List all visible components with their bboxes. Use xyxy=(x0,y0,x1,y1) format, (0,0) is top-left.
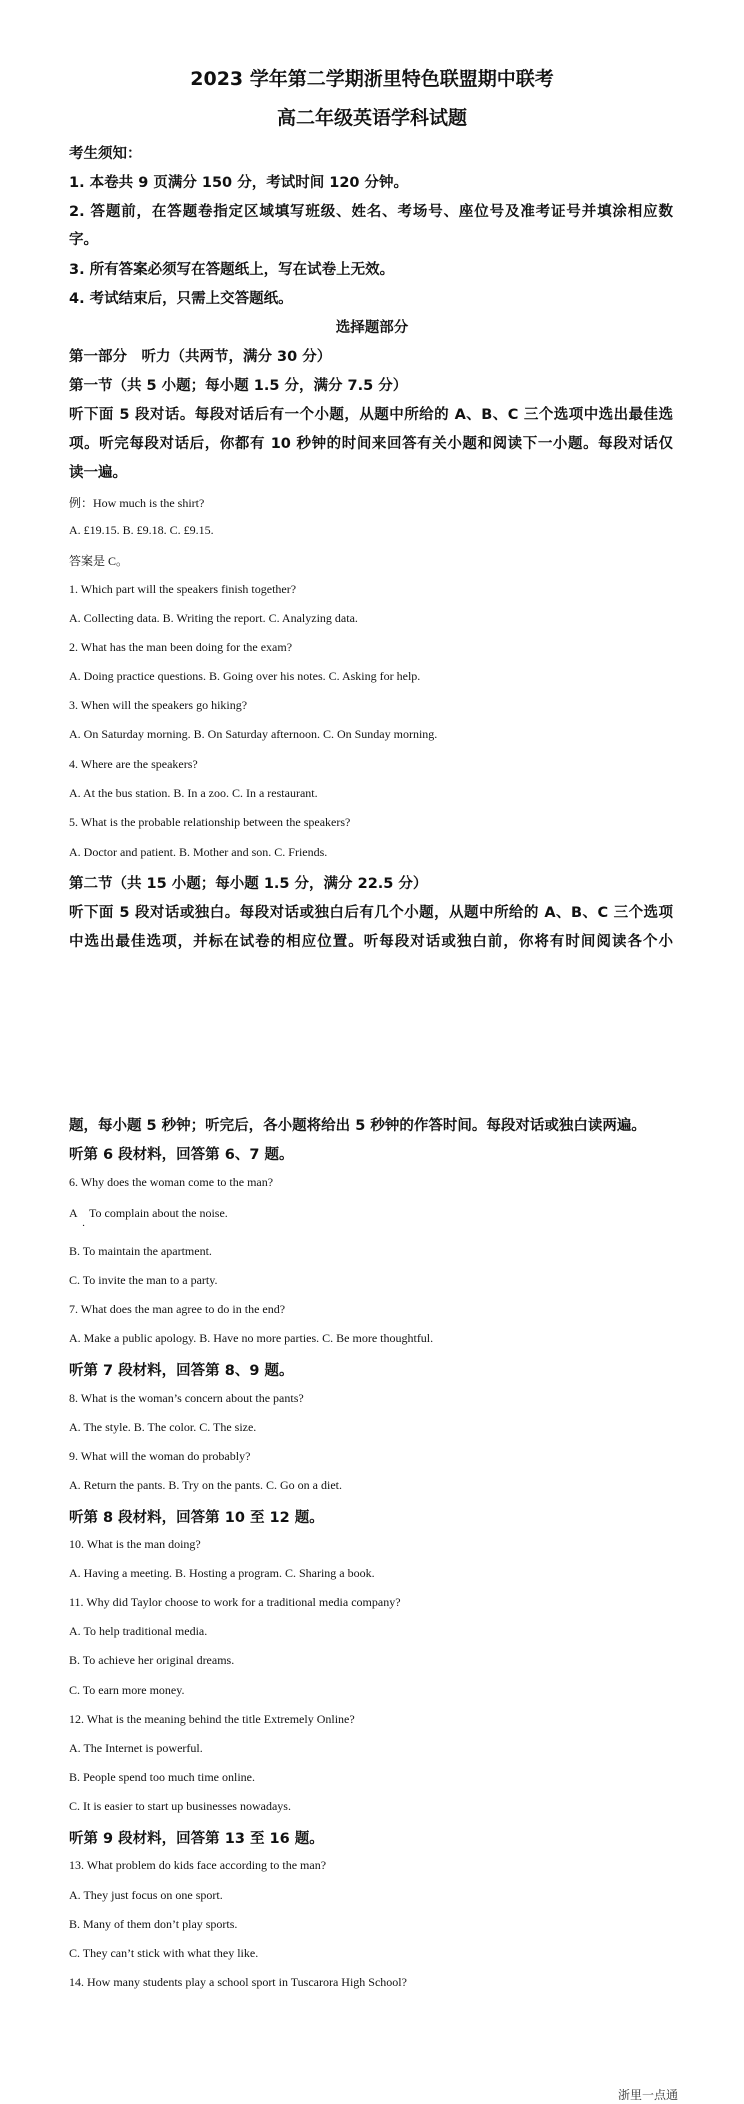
example-options: A. £19.15. B. £9.18. C. £9.15. xyxy=(69,523,214,537)
question-line: 12. What is the meaning behind the title Extremely Online? xyxy=(69,1712,355,1726)
stray-mark: ． xyxy=(82,1218,92,1229)
footer-watermark: 浙里一点通 xyxy=(617,2088,678,2102)
section-title: 选择题部分 xyxy=(335,320,409,336)
option-line: A. The Internet is powerful. xyxy=(69,1741,203,1755)
question-line: 9. What will the woman do probably? xyxy=(69,1449,251,1463)
sec2-instruction: 题，每小题 5 秒钟；听完后，各小题将给出 5 秒钟的作答时间。每段对话或独白读两遍。 xyxy=(69,1118,646,1134)
sec2-title: 第二节（共 15 小题；每小题 1.5 分，满分 22.5 分） xyxy=(69,876,428,892)
option-line: C. To invite the man to a party. xyxy=(69,1273,218,1287)
question-line: 4. Where are the speakers? xyxy=(69,757,198,771)
options-line: A. Doctor and patient. B. Mother and son. C. Friends. xyxy=(69,845,328,859)
sec1-instruction: 听下面 5 段对话。每段对话后有一个小题，从题中所给的 A、B、C 三个选项中选出最佳选 xyxy=(69,407,673,423)
options-line: A. Doing practice questions. B. Going over his notes. C. Asking for help. xyxy=(69,669,421,683)
option-line: B. People spend too much time online. xyxy=(69,1770,255,1784)
notice-heading: 考生须知： xyxy=(69,146,142,162)
question-line: 8. What is the woman’s concern about the pants? xyxy=(69,1391,304,1405)
question-line: 2. What has the man been doing for the exam? xyxy=(69,640,293,654)
group-title: 听第 8 段材料，回答第 10 至 12 题。 xyxy=(69,1510,324,1526)
exam-title: 2023 学年第二学期浙里特色联盟期中联考 xyxy=(190,68,554,90)
group-title: 听第 6 段材料，回答第 6、7 题。 xyxy=(69,1147,294,1163)
example-question: 例：How much is the shirt? xyxy=(69,496,205,510)
option-line: C. They can’t stick with what they like. xyxy=(69,1946,259,1960)
options-line: A. The style. B. The color. C. The size. xyxy=(69,1420,257,1434)
example-answer: 答案是 C。 xyxy=(69,554,129,568)
options-line: A. Having a meeting. B. Hosting a program. C. Sharing a book. xyxy=(69,1566,375,1580)
option-line: B. To achieve her original dreams. xyxy=(69,1653,235,1667)
question-line: 10. What is the man doing? xyxy=(69,1537,201,1551)
option-line: B. Many of them don’t play sports. xyxy=(69,1917,238,1931)
options-line: A. On Saturday morning. B. On Saturday afternoon. C. On Sunday morning. xyxy=(69,727,438,741)
question-line: 13. What problem do kids face according to the man? xyxy=(69,1858,327,1872)
option-line: B. To maintain the apartment. xyxy=(69,1244,212,1258)
question-line: 7. What does the man agree to do in the end? xyxy=(69,1302,286,1316)
notice-item: 4. 考试结束后，只需上交答题纸。 xyxy=(69,291,293,307)
sec1-instruction: 项。听完每段对话后，你都有 10 秒钟的时间来回答有关小题和阅读下一小题。每段对话仅 xyxy=(69,436,673,452)
notice-item: 1. 本卷共 9 页满分 150 分，考试时间 120 分钟。 xyxy=(69,175,409,191)
options-line: A. At the bus station. B. In a zoo. C. In a restaurant. xyxy=(69,786,318,800)
notice-item: 2. 答题前，在答题卷指定区域填写班级、姓名、考场号、座位号及准考证号并填涂相应数 xyxy=(69,204,673,220)
exam-subtitle: 高二年级英语学科试题 xyxy=(276,107,467,129)
question-line: 14. How many students play a school sport in Tuscarora High School? xyxy=(69,1975,407,1989)
sec2-instruction: 中选出最佳选项，并标在试卷的相应位置。听每段对话或独白前，你将有时间阅读各个小 xyxy=(69,934,673,950)
options-line: A. Collecting data. B. Writing the report. C. Analyzing data. xyxy=(69,611,358,625)
sec2-instruction: 听下面 5 段对话或独白。每段对话或独白后有几个小题，从题中所给的 A、B、C 三个选项 xyxy=(69,905,673,921)
question-line: 3. When will the speakers go hiking? xyxy=(69,698,248,712)
option-line: C. It is easier to start up businesses nowadays. xyxy=(69,1799,291,1813)
group-title: 听第 9 段材料，回答第 13 至 16 题。 xyxy=(69,1831,324,1847)
part1-title: 第一部分 听力（共两节，满分 30 分） xyxy=(69,349,332,365)
question-line: 6. Why does the woman come to the man? xyxy=(69,1175,274,1189)
option-line: C. To earn more money. xyxy=(69,1683,185,1697)
options-line: A. Return the pants. B. Try on the pants. C. Go on a diet. xyxy=(69,1478,342,1492)
sec1-instruction: 读一遍。 xyxy=(69,465,127,481)
option-line: A. To help traditional media. xyxy=(69,1624,208,1638)
notice-item: 3. 所有答案必须写在答题纸上，写在试卷上无效。 xyxy=(69,262,395,278)
question-line: 5. What is the probable relationship between the speakers? xyxy=(69,815,351,829)
notice-item: 字。 xyxy=(69,232,98,248)
options-line: A. Make a public apology. B. Have no more parties. C. Be more thoughtful. xyxy=(69,1331,434,1345)
option-line: A. They just focus on one sport. xyxy=(69,1888,223,1902)
question-line: 11. Why did Taylor choose to work for a traditional media company? xyxy=(69,1595,401,1609)
group-title: 听第 7 段材料，回答第 8、9 题。 xyxy=(69,1363,294,1379)
sec1-title: 第一节（共 5 小题；每小题 1.5 分，满分 7.5 分） xyxy=(69,378,408,394)
question-line: 1. Which part will the speakers finish together? xyxy=(69,582,297,596)
option-line: A To complain about the noise. xyxy=(69,1206,228,1220)
